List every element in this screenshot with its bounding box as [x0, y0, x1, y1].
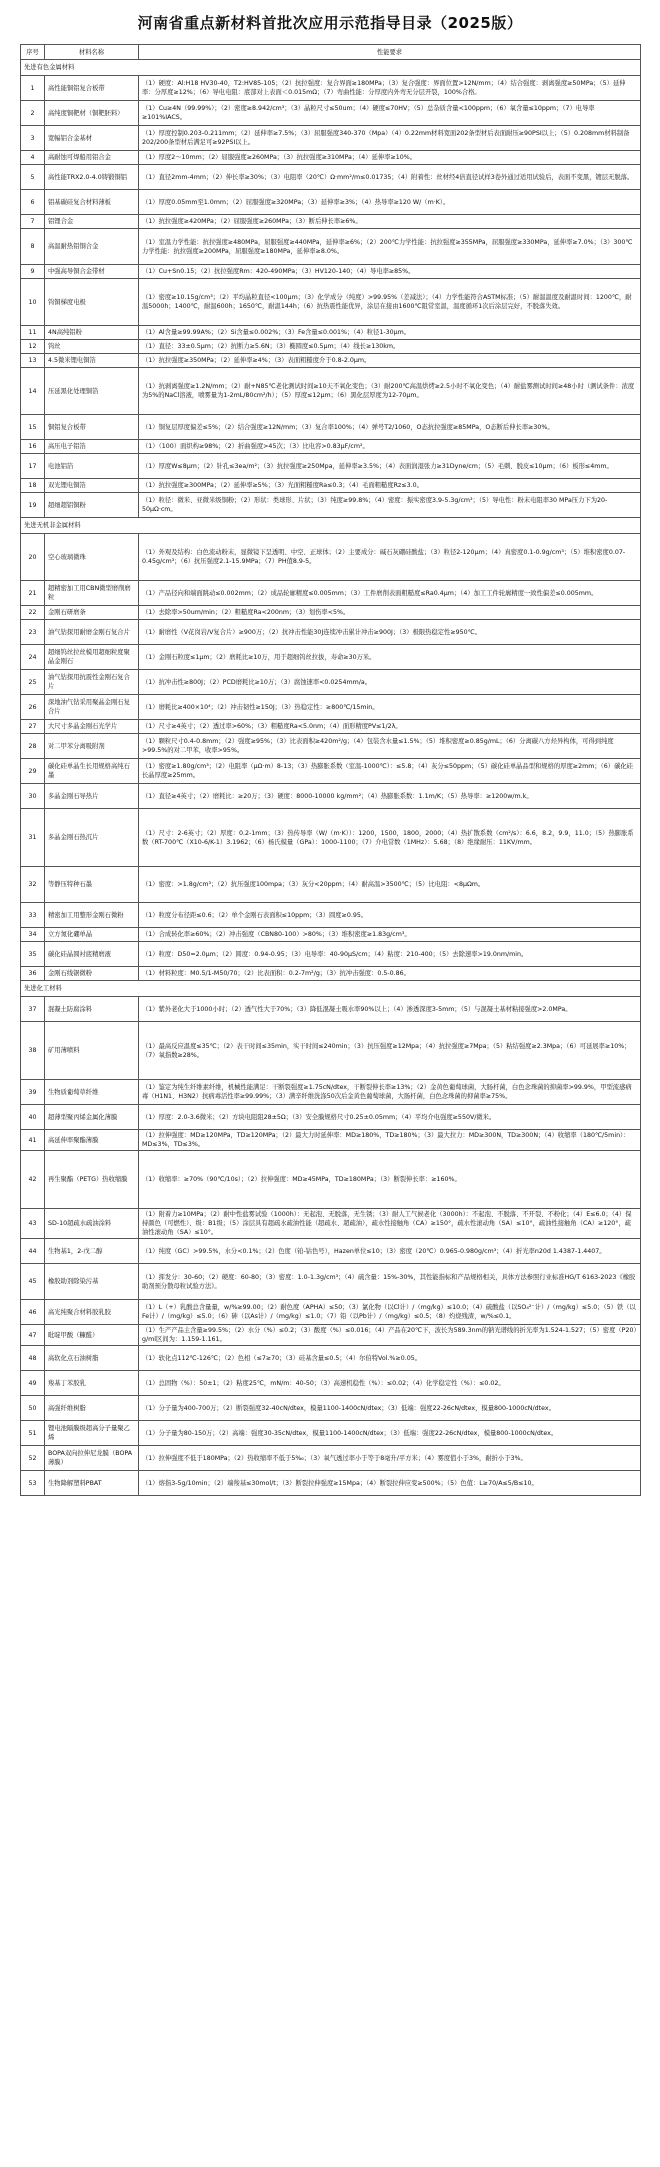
row-number-cell: 6 [21, 190, 45, 215]
row-number-cell: 47 [21, 1325, 45, 1346]
material-name-cell: 双光锂电铜箔 [45, 479, 139, 493]
table-body [21, 60, 641, 1496]
requirement-cell: （1）产品径向和端面跳动≤0.002mm；（2）成品轮廓精度≤0.005mm；（3）工件磨削表面粗糙度≤Ra0.4μm；（4）加工工件轮廓精度一致性偏差≤0.005mm。 [139, 581, 641, 606]
row-number-cell: 18 [21, 479, 45, 493]
row-number-cell: 11 [21, 326, 45, 340]
material-name-cell: 矿用薄喷料 [45, 1022, 139, 1080]
row-number-cell: 21 [21, 581, 45, 606]
table-row [21, 1471, 641, 1496]
material-name-cell: 碳化硅晶圆衬底精磨液 [45, 942, 139, 967]
material-name-cell: 高强纤维树脂 [45, 1396, 139, 1421]
table-row [21, 867, 641, 903]
row-number-cell: 5 [21, 165, 45, 190]
table-row [21, 165, 641, 190]
row-number-cell: 7 [21, 215, 45, 229]
row-number-cell: 24 [21, 645, 45, 670]
row-number-cell: 15 [21, 415, 45, 440]
material-name-cell: 油气钻探用抗震性金刚石复合片 [45, 670, 139, 695]
table-row [21, 1421, 641, 1446]
table-row [21, 1325, 641, 1346]
table-row [21, 368, 641, 415]
table-row [21, 720, 641, 734]
table-row [21, 1151, 641, 1209]
requirement-cell: （1）金刚石粒度≤1μm；（2）磨耗比≥10万，用于超细钨丝拉拔，寿命≥30万米。 [139, 645, 641, 670]
material-name-cell: 高耐蚀可焊船用铝合金 [45, 151, 139, 165]
table-row [21, 215, 641, 229]
row-number-cell: 51 [21, 1421, 45, 1446]
header-req: 性能要求 [139, 45, 641, 60]
table-row [21, 1396, 641, 1421]
requirement-cell: （1）拉伸强度不低于180MPa；（2）热收缩率不低于5‰；（3）氧气透过率小于等于8毫升/平方米；（4）雾度值小于3%，耐折小于3%。 [139, 1446, 641, 1471]
material-name-cell: 精密加工用整形金刚石微粉 [45, 903, 139, 928]
material-name-cell: 大尺寸多晶金刚石光学片 [45, 720, 139, 734]
row-number-cell: 19 [21, 493, 45, 518]
table-row [21, 942, 641, 967]
table-row [21, 440, 641, 454]
material-name-cell: 高性能铜铝复合板带 [45, 76, 139, 101]
table-row [21, 493, 641, 518]
material-name-cell: 橡胶助剂除染污基 [45, 1264, 139, 1300]
table-row [21, 415, 641, 440]
requirement-cell: （1）尺寸：2-6英寸；（2）厚度：0.2-1mm；（3）热传导率（W/（m·K））：1200，1500，1800，2000；（4）热扩散系数（cm²/s）：6.6，8.2，9.9，11.0；（5）热膨胀系数（RT-700℃（X10-6/K-1）3.1962；（6）杨氏模量（GPa）：1000-1100；（7）介电常数（1MHz）：5.68；（8）绝缘耐压：11KV/mm。 [139, 809, 641, 867]
row-number-cell: 14 [21, 368, 45, 415]
material-name-cell: 立方氮化硼单晶 [45, 928, 139, 942]
row-number-cell: 43 [21, 1209, 45, 1239]
requirement-cell: （1）鉴定为纯生纤维素纤维，机械性能满足：干断裂强度≥1.75cN/dtex，干断裂伸长率≥13%；（2）金黄色葡萄球菌，大肠杆菌，白色念珠菌的抑菌率>99.9%，甲型流感病毒（H1N1、H3N2）抗病毒活性率≥99.99%；（3）满辛纤维洗涤50次后金黄色葡萄球菌，大肠杆菌，白色念珠菌的抑菌率≥75%。 [139, 1080, 641, 1105]
material-name-cell: 超细钨丝拉丝模用超细粒度聚晶金刚石 [45, 645, 139, 670]
material-name-cell: 超薄型聚丙烯金属化薄膜 [45, 1105, 139, 1130]
requirement-cell: （1）密度：>1.8g/cm³；（2）抗压强度100mpa；（3）灰分<20ppm；（4）耐高温>3500℃；（5）比电阻：<8μΩm。 [139, 867, 641, 903]
material-name-cell: SD-10超疏水疏油涂料 [45, 1209, 139, 1239]
row-number-cell: 29 [21, 759, 45, 784]
section-row [21, 60, 641, 76]
table-row [21, 784, 641, 809]
material-name-cell: 锂电池隔膜级超高分子量聚乙烯 [45, 1421, 139, 1446]
row-number-cell: 27 [21, 720, 45, 734]
table-row [21, 1130, 641, 1151]
material-name-cell: 碳化硅单晶生长用规格高纯石墨 [45, 759, 139, 784]
row-number-cell: 44 [21, 1239, 45, 1264]
row-number-cell: 3 [21, 126, 45, 151]
table-row [21, 967, 641, 981]
requirement-cell: （1）抗拉强度≥350MPa；（2）延伸率≥4%；（3）表面粗糙度介于0.8-2.0μm。 [139, 354, 641, 368]
row-number-cell: 48 [21, 1346, 45, 1371]
table-row [21, 759, 641, 784]
table-row [21, 606, 641, 620]
header-name: 材料名称 [45, 45, 139, 60]
table-row [21, 903, 641, 928]
material-name-cell: 等静压特种石墨 [45, 867, 139, 903]
requirement-cell: （1）附着力≥10MPa；（2）耐中性盐雾试验（1000h）：无起泡、无脱落，无生锈；（3）耐人工气候老化（3000h）：不起泡、不脱落、不开裂、不粉化；（4）E≤6.0；（4）保持颜色（可燃性）、级：B1级；（5）涂层具有超疏水疏油性能（超疏水、超疏油），疏水性接触角（CA）≥150°，疏水性滚动角（SA）≤10°，疏油性接触角（CA）≥120°，疏油性滚动角（SA）≤10°。 [139, 1209, 641, 1239]
requirement-cell: （1）粒度分布径距≤0.6；（2）单个金刚石表面积≤10ppm；（3）圆度≥0.95。 [139, 903, 641, 928]
table-row [21, 326, 641, 340]
requirement-cell: （1）粒度：D50=2.0μm；（2）圆度：0.94-0.95；（3）电导率：40-90μS/cm；（4）粘度：210-400；（5）去除速率>19.0nm/min。 [139, 942, 641, 967]
material-name-cell: 铝锂合金 [45, 215, 139, 229]
table-row [21, 1371, 641, 1396]
requirement-cell: （1）厚度控制0.203-0.211mm；（2）延伸率≥7.5%；（3）屈服强度340-370（Mpa）（4）0.22mm材料宽面202条型材后表面耐压≥90PSI以上；（5）0.208mm材料制备202/200条型材后满足可≥92PSI以上。 [139, 126, 641, 151]
requirement-cell: （1）磨耗比≥400×10⁴；（2）冲击韧性≥150J；（3）热稳定性：≥800℃/15min。 [139, 695, 641, 720]
requirement-cell: （1）密度≥10.15g/cm³；（2）平均晶粒直径<100μm；（3）化学成分（纯度）>99.95%（差减法）；（4）力学性能符合ASTM标准；（5）耐温温度及耐温时间：1200℃，耐温5000h；1400℃，耐温600h；1650℃，耐温144h；（6）抗热震性能优异，涂层在接由1600℃阻常室温，温度循环1次后涂层完好，不脱落失效。 [139, 279, 641, 326]
section-title: 先进化工材料 [21, 981, 641, 997]
material-name-cell: 高温耐热铝铜合金 [45, 229, 139, 265]
row-number-cell: 31 [21, 809, 45, 867]
table-row [21, 997, 641, 1022]
table-row [21, 454, 641, 479]
row-number-cell: 10 [21, 279, 45, 326]
table-row [21, 1209, 641, 1239]
material-name-cell: 多晶金刚石热沉片 [45, 809, 139, 867]
table-row [21, 809, 641, 867]
section-title: 先进有色金属材料 [21, 60, 641, 76]
row-number-cell: 36 [21, 967, 45, 981]
material-name-cell: 油气钻探用耐磨金刚石复合片 [45, 620, 139, 645]
row-number-cell: 39 [21, 1080, 45, 1105]
row-number-cell: 34 [21, 928, 45, 942]
requirement-cell: （1）分子量为80-150万；（2）高端：强度30-35cN/dtex，模量1100-1400cN/dtex；（3）低端：强度22-26cN/dtex，模量800-1000cN/dtex。 [139, 1421, 641, 1446]
row-number-cell: 23 [21, 620, 45, 645]
requirement-cell: （1）密度≥1.80g/cm³；（2）电阻率（μΩ·m）8-13；（3）热膨胀系数（室温-1000℃）：≤5.8；（4）灰分≤50ppm；（5）碳化硅单晶品型和规格的厚度≥2mm；（6）碳化硅长晶厚度≥25mm。 [139, 759, 641, 784]
row-number-cell: 13 [21, 354, 45, 368]
table-row [21, 265, 641, 279]
material-name-cell: 钨丝 [45, 340, 139, 354]
material-name-cell: BOPA双向拉伸尼龙膜（BOPA薄膜） [45, 1446, 139, 1471]
row-number-cell: 2 [21, 101, 45, 126]
material-name-cell: 生物基1，2-戊二醇 [45, 1239, 139, 1264]
material-name-cell: 宽幅铝合金基材 [45, 126, 139, 151]
requirement-cell: （1）拉伸强度：MD≥120MPa，TD≥120MPa；（2）最大力时延伸率：MD≥180%，TD≥180%；（3）最大拉力：MD≥300N，TD≥300N；（4）收缩率（180℃/5min）：MD≤3%，TD≤3%。 [139, 1130, 641, 1151]
material-name-cell: 高压电子铝箔 [45, 440, 139, 454]
row-number-cell: 37 [21, 997, 45, 1022]
table-row [21, 1105, 641, 1130]
material-name-cell: 超精密加工用CBN微型磨削磨粒 [45, 581, 139, 606]
requirement-cell: （1）厚度：2.0-3.6微米；（2）方块电阻阻28±5Ω；（3）安全膜规格尺寸0.25±0.05mm；（4）平均介电强度≥550V/微米。 [139, 1105, 641, 1130]
table-row [21, 76, 641, 101]
requirement-cell: （1）挥发分：30-60；（2）硬度：60-80；（3）密度：1.0-1.3g/cm³；（4）硫含量：15%-30%，其性能指标和产品规格相关，具体方法参照行业标准HG/T 6163-2023《橡胶助剂预分散母粒试验方法》。 [139, 1264, 641, 1300]
material-name-cell: 羧基丁苯胶乳 [45, 1371, 139, 1396]
requirement-cell: （1）抗拉强度≥420MPa；（2）屈服强度≥260MPa；（3）断后伸长率≥6%。 [139, 215, 641, 229]
material-name-cell: 吡啶甲酸（糠醛） [45, 1325, 139, 1346]
requirement-cell: （1）Al含量≥99.99A%；（2）Si含量≤0.002%；（3）Fe含量≤0.001%；（4）粒径1-30μm。 [139, 326, 641, 340]
requirement-cell: （1）Cu≥4N（99.99%）；（2）密度≥8.942/cm³；（3）晶粒尺寸≤50um；（4）硬度≤70HV；（5）总杂质含量<100ppm；（6）氧含量≤10ppm；（7）电导率≥101%IACS。 [139, 101, 641, 126]
row-number-cell: 46 [21, 1300, 45, 1325]
table-row [21, 734, 641, 759]
requirement-cell: （1）熔指3-5g/10min；（2）端羧基≤30mol/t；（3）断裂拉伸强度≥15Mpa；（4）断裂拉伸应变≥500%；（5）色值：L≥70/A≤5/B≤10。 [139, 1471, 641, 1496]
material-name-cell: 高光纯聚合材料胶乳胶 [45, 1300, 139, 1325]
requirement-cell: （1）颗粒尺寸0.4-0.8mm；（2）强度≥95%；（3）比表面积≥420m²/g；（4）包装含水量≤1.5%；（5）堆积密度≥0.85g/mL；（6）分离碳八方烃异构体，可得到纯度>99.5%的对二甲苯，收率>95%。 [139, 734, 641, 759]
material-name-cell: 4.5微米锂电铜箔 [45, 354, 139, 368]
requirement-cell: （1）粒径：微米、亚微米级铜粉；（2）形状：类球形、片状；（3）纯度≥99.8%；（4）密度：振实密度3.9-5.3g/cm³；（5）导电性：粉末电阻率30 MPa压力下为20-50μΩ·cm。 [139, 493, 641, 518]
material-name-cell: 空心玻璃微珠 [45, 534, 139, 581]
requirement-cell: （1）厚度0.05mm至1.0mm；（2）屈服强度≥320MPa；（3）延伸率≥3%；（4）热导率≥120 W/（m·K）。 [139, 190, 641, 215]
material-name-cell: 生物降解塑料PBAT [45, 1471, 139, 1496]
row-number-cell: 41 [21, 1130, 45, 1151]
row-number-cell: 16 [21, 440, 45, 454]
table-row [21, 1446, 641, 1471]
requirement-cell: （1）紫外老化大于1000小时；（2）透气性大于70%；（3）降低混凝土吸水率90%以上；（4）渗透深度3-5mm；（5）与混凝土基材粘接强度>2.0MPa。 [139, 997, 641, 1022]
row-number-cell: 30 [21, 784, 45, 809]
requirement-cell: （1）最高反应温度≤35℃；（2）表干时间≤35min，实干时间≤240min；（3）抗压强度≥12Mpa；（4）抗拉强度≥7Mpa；（5）粘结强度≥2.3Mpa；（6）可延展率≥10%；（7）氧指数≥28%。 [139, 1022, 641, 1080]
section-row [21, 981, 641, 997]
table-row [21, 354, 641, 368]
table-header-row [21, 45, 641, 60]
row-number-cell: 26 [21, 695, 45, 720]
material-name-cell: 混凝土防腐涂料 [45, 997, 139, 1022]
material-name-cell: 高性能TRX2.0-4.0铸锻铜铝 [45, 165, 139, 190]
requirement-cell: （1）Cu+Sn0.15；（2）抗拉强度Rm：420-490MPa；（3）HV120-140；（4）导电率≥85%。 [139, 265, 641, 279]
section-row [21, 518, 641, 534]
row-number-cell: 45 [21, 1264, 45, 1300]
material-name-cell: 高纯度铜靶材（铜靶胚料） [45, 101, 139, 126]
table-row [21, 928, 641, 942]
row-number-cell: 25 [21, 670, 45, 695]
row-number-cell: 35 [21, 942, 45, 967]
table-row [21, 620, 641, 645]
requirement-cell: （1）抗冲击性≥800J；（2）PCD磨耗比≥10万；（3）腐蚀速率<0.0254mm/a。 [139, 670, 641, 695]
requirement-cell: （1）软化点112℃-126℃；（2）色相（≤7≥70；（3）硅基含量≤0.5；（4）尔伯特Vol.%≥0.05。 [139, 1346, 641, 1371]
material-name-cell: 高延伸率聚酯薄膜 [45, 1130, 139, 1151]
requirement-cell: （1）生产产品主含量≥99.5%；（2）水分（%）≤0.2；（3）酸度（%）≤0.016；（4）产品在20℃下，波长为589.3nm的钠光谱线的折光率为1.524-1.527；（5）密度（P20）g/ml区间为：1.159-1.161。 [139, 1325, 641, 1346]
row-number-cell: 9 [21, 265, 45, 279]
table-row [21, 1300, 641, 1325]
table-row [21, 151, 641, 165]
requirement-cell: （1）铜复层厚度偏差≤5%；（2）结合强度≥12N/mm；（3）复合率100%；（4）弹号T2/1060，O态抗拉强度≥85MPa，O态断后伸长率≥30%。 [139, 415, 641, 440]
material-name-cell: 电池铝箔 [45, 454, 139, 479]
requirement-cell: （1）收缩率：≥70%（90℃/10s）；（2）拉伸强度：MD≥45MPa，TD≥180MPa；（3）断裂伸长率：≥160%。 [139, 1151, 641, 1209]
material-name-cell: 钨铜梯度电极 [45, 279, 139, 326]
row-number-cell: 38 [21, 1022, 45, 1080]
row-number-cell: 17 [21, 454, 45, 479]
row-number-cell: 40 [21, 1105, 45, 1130]
requirement-cell: （1）厚度2～10mm；（2）屈服强度≥260MPa；（3）抗拉强度≥310MPa；（4）延伸率≥10%。 [139, 151, 641, 165]
table-row [21, 534, 641, 581]
material-name-cell: 多晶金刚石导热片 [45, 784, 139, 809]
row-number-cell: 20 [21, 534, 45, 581]
table-row [21, 229, 641, 265]
material-name-cell: 深地油气钻采用聚晶金刚石复合片 [45, 695, 139, 720]
requirement-cell: （1）（100）面织构≥98%；（2）折曲强度>45次；（3）比电容>0.83μF/cm²。 [139, 440, 641, 454]
material-name-cell: 高软化点石油树脂 [45, 1346, 139, 1371]
row-number-cell: 28 [21, 734, 45, 759]
material-name-cell: 金刚石线锯微粉 [45, 967, 139, 981]
table-row [21, 581, 641, 606]
materials-table [20, 44, 641, 1496]
row-number-cell: 42 [21, 1151, 45, 1209]
table-row [21, 645, 641, 670]
table-row [21, 1239, 641, 1264]
material-name-cell: 压延黑化处理铜箔 [45, 368, 139, 415]
table-row [21, 190, 641, 215]
requirement-cell: （1）直径：33±0.5μm；（2）抗断力≥5.6N；（3）椭圆度≤0.5μm；（4）线长≥130km。 [139, 340, 641, 354]
requirement-cell: （1）分子量为400-700万；（2）断裂强度32-40cN/dtex，模量1100-1400cN/dtex；（3）低端：强度22-26cN/dtex，模量800-1000cN/dtex。 [139, 1396, 641, 1421]
table-row [21, 1022, 641, 1080]
material-name-cell: 中强高导铜合金带材 [45, 265, 139, 279]
requirement-cell: （1）厚度W≤8μm；（2）针孔≤3ea/m²；（3）抗拉强度≥250Mpa，延伸率≥3.5%；（4）表面润湿张力≥31Dyne/cm；（5）毛刺、脱皮≤10μm；（6）板形≤4mm。 [139, 454, 641, 479]
requirement-cell: （1）尺寸≥4英寸；（2）透过率>60%；（3）粗糙度Ra<5.0nm；（4）面形精度PV≤1/2λ。 [139, 720, 641, 734]
row-number-cell: 53 [21, 1471, 45, 1496]
requirement-cell: （1）直径≥4英寸；（2）磨耗比：≥20万；（3）硬度：8000-10000 kg/mm²；（4）热膨胀系数：1.1m/K；（5）热导率：≥1200w/m.k。 [139, 784, 641, 809]
row-number-cell: 52 [21, 1446, 45, 1471]
requirement-cell: （1）直径2mm-4mm；（2）伸长率≥30%；（3）电阻率（20℃）Ω·mm²/m≤0.01735；（4）附着性：丝材经4倍直径试样3卷外通过适用试验后，表面不变黑，镀层无脱落。 [139, 165, 641, 190]
row-number-cell: 12 [21, 340, 45, 354]
material-name-cell: 对二甲苯分离吸附剂 [45, 734, 139, 759]
requirement-cell: （1）L（+）乳酸总含量量，w/%≥99.00；（2）耐色度（APHA）≤50；（3）氯化物（以Cl计）/（mg/kg）≤10.0；（4）硫酸盐（以SO₄²⁻计）/（mg/kg）≤5.0；（5）铁（以Fe计）/（mg/kg）≤5.0；（6）砷（以As计）/（mg/kg）≤1.0；（7）铅（以Pb计）/（mg/kg）≤0.5；（8）灼烧残渣，w/%≤0.1。 [139, 1300, 641, 1325]
material-name-cell: 超细超铝铜粉 [45, 493, 139, 518]
material-name-cell: 铜铝复合板带 [45, 415, 139, 440]
requirement-cell: （1）合成转化率≥60%；（2）冲击强度（CBN80-100）>80%；（3）堆积密度≥1.83g/cm³。 [139, 928, 641, 942]
table-row [21, 695, 641, 720]
table-row [21, 670, 641, 695]
table-row [21, 126, 641, 151]
table-row [21, 1264, 641, 1300]
requirement-cell: （1）材料粒度：M0.5/1-M50/70；（2）比表面积：0.2-7m²/g；（3）抗冲击强度：0.5-0.86。 [139, 967, 641, 981]
row-number-cell: 4 [21, 151, 45, 165]
row-number-cell: 8 [21, 229, 45, 265]
requirement-cell: （1）抗剥离强度≥1.2N/mm；（2）耐+N85℃老化测试时间≥10天不氧化变色；（3）耐200℃高温烘烤≥2.5小时不氧化变色；（4）耐盐雾测试时间≥48小时（测试条件：浓度为5%的NaCl溶液，喷雾量为1-2mL/80cm²/h）；（5）厚度≤12μm；（6）黑化层厚度为12-70μm。 [139, 368, 641, 415]
section-title: 先进无机非金属材料 [21, 518, 641, 534]
document-title: 河南省重点新材料首批次应用示范指导目录（2025版） [137, 14, 523, 32]
table-row [21, 479, 641, 493]
row-number-cell: 33 [21, 903, 45, 928]
table-row [21, 340, 641, 354]
table-row [21, 279, 641, 326]
requirement-cell: （1）硬度：Al:H18 HV30-40，T2:HV85-105；（2）抗拉强度：复合界面≥180MPa；（3）复合强度：界面位置>12N/mm；（4）结合强度：剥离强度≥50MPa；（5）延伸率：分厚度≥12%；（6）导电电阻：底部对上表面＜0.015mΩ；（7）弯曲性能：分厚度内外弯无分层开裂，100%合格。 [139, 76, 641, 101]
requirement-cell: （1）去除率>50um/min；（2）粗糙度Ra<200nm；（3）划伤率<5%。 [139, 606, 641, 620]
table-row [21, 1346, 641, 1371]
requirement-cell: （1）总固物（%）：50±1；（2）粘度25℃，mN/m：40-50；（3）高速机稳性（%）：≤0.02；（4）化学稳定性（%）：≤0.02。 [139, 1371, 641, 1396]
row-number-cell: 1 [21, 76, 45, 101]
row-number-cell: 49 [21, 1371, 45, 1396]
row-number-cell: 22 [21, 606, 45, 620]
table-row [21, 101, 641, 126]
requirement-cell: （1）外观及结构：白色流动粉末，显微镜下呈透明、中空、正球体；（2）主要成分：碱石灰硼硅酸盐；（3）粒径2-120μm；（4）真密度0.1-0.9g/cm³；（5）堆积密度0.07-0.45g/cm³；（6）抗压强度2.1-15.9MPa；（7）PH值8.9-5。 [139, 534, 641, 581]
row-number-cell: 32 [21, 867, 45, 903]
row-number-cell: 50 [21, 1396, 45, 1421]
material-name-cell: 4N高纯铝粉 [45, 326, 139, 340]
requirement-cell: （1）耐磨性（V花岗岩/V复合片）≥900万；（2）抗冲击性能30J连续冲击累计冲击≥900J；（3）极限热稳定性≥950℃。 [139, 620, 641, 645]
table-row [21, 1080, 641, 1105]
material-name-cell: 金刚石研磨条 [45, 606, 139, 620]
requirement-cell: （1）抗拉强度≥300MPa；（2）延伸率≥5%；（3）光面粗糙度Ra≤0.3；（4）毛面粗糙度Rz≤3.0。 [139, 479, 641, 493]
material-name-cell: 再生聚酯（PETG）热收缩膜 [45, 1151, 139, 1209]
requirement-cell: （1）室温力学性能：抗拉强度≥480MPa，屈服强度≥440MPa，延伸率≥6%；（2）200℃力学性能：抗拉强度≥355MPa，屈服强度≥330MPa，延伸率≥7.0%；（3）300℃力学性能：抗拉强度≥200MPa，屈服强度≥180MPa，延伸率≥8.0%。 [139, 229, 641, 265]
header-no: 序号 [21, 45, 45, 60]
requirement-cell: （1）纯度（GC）>99.5%，水分<0.1%；（2）色度（铂-钴色号），Hazen单位≤10；（3）密度（20℃）0.965-0.980g/cm³；（4）折光率n20d 1.4387-1.4407。 [139, 1239, 641, 1264]
material-name-cell: 铝基碳硅复合材料薄板 [45, 190, 139, 215]
material-name-cell: 生物质葡萄草纤维 [45, 1080, 139, 1105]
